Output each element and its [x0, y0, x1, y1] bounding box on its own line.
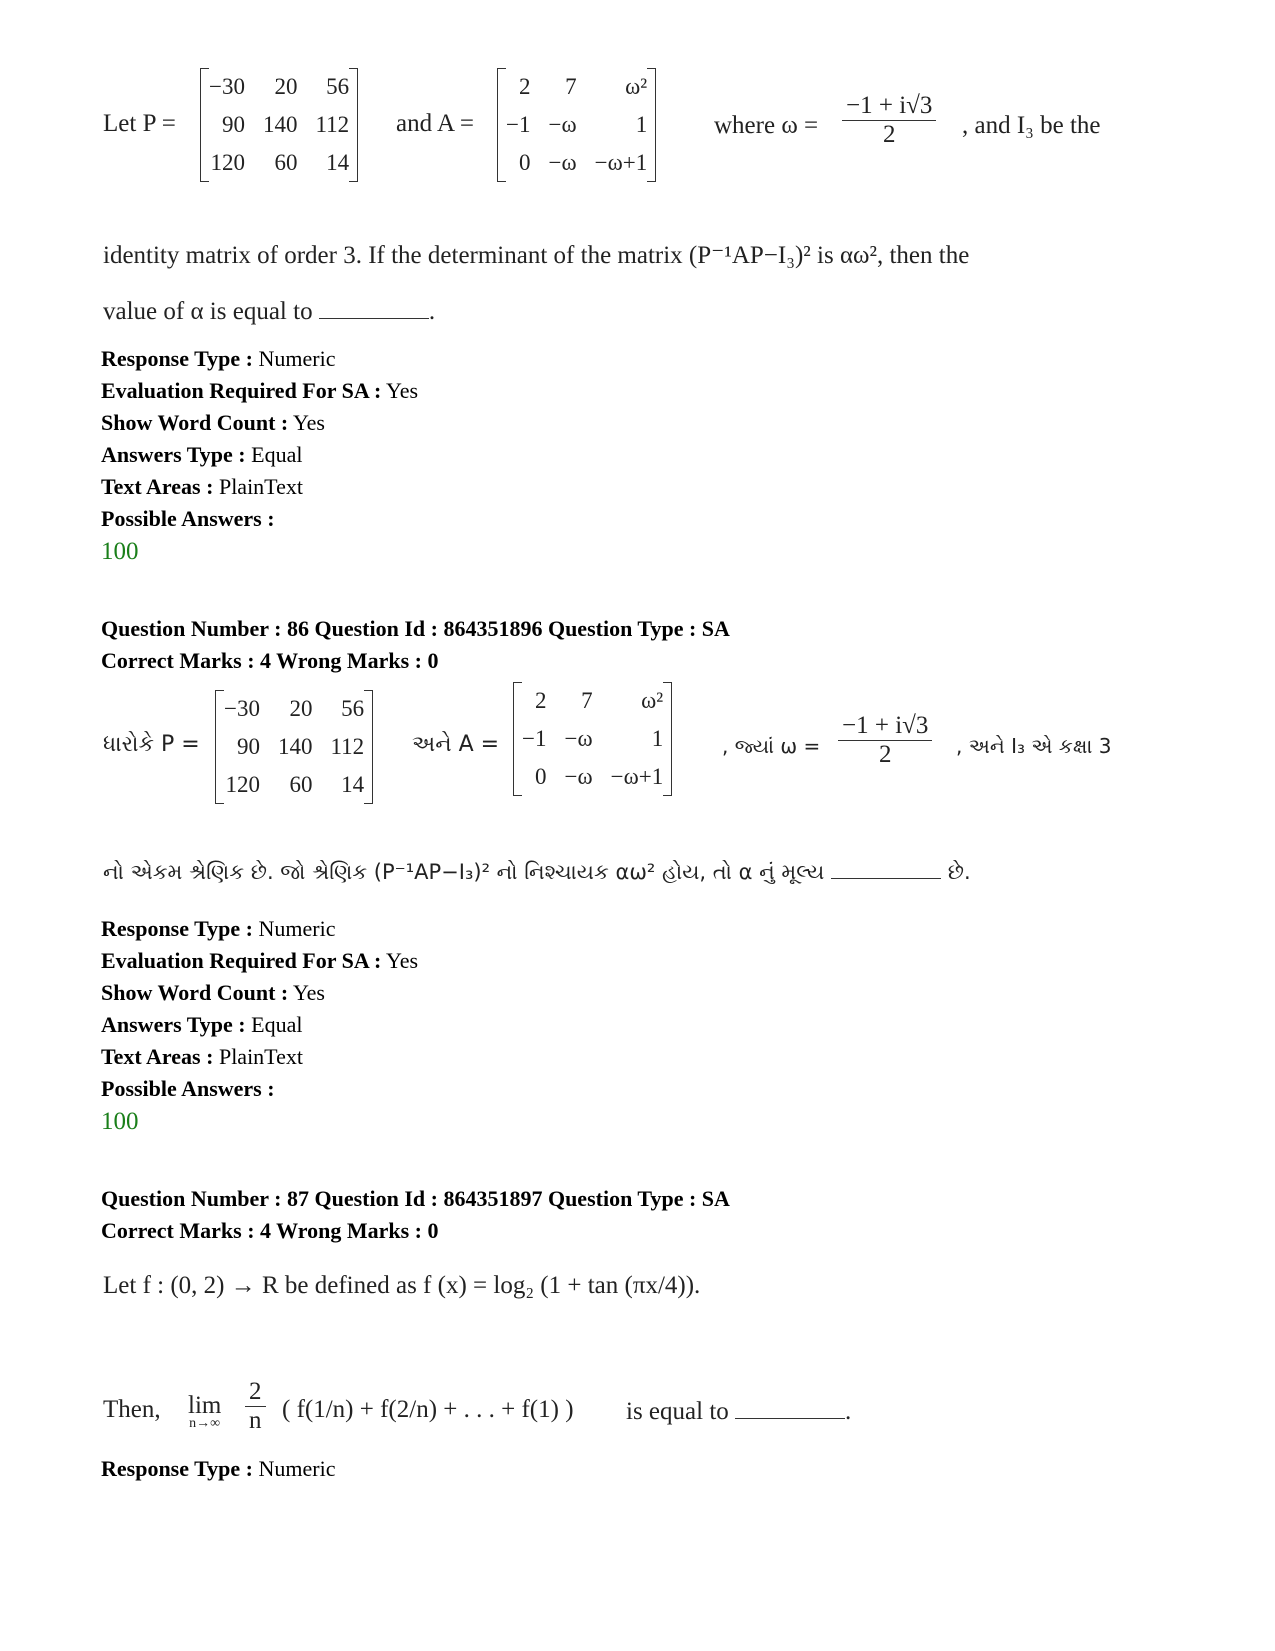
- q86-a-cell-1-1: −ω: [564, 726, 593, 751]
- q86-p-cell-2-1: 60: [289, 772, 313, 797]
- q86-p-cell-1-0: 90: [236, 734, 260, 759]
- answer-blank: [735, 1400, 845, 1419]
- q86-omega-num: −1 + i√3: [838, 712, 932, 741]
- q85-p-cell-1-1: 140: [262, 112, 298, 137]
- q85-a-cell-1-0: −1: [506, 112, 531, 137]
- q86-a-cell-2-0: 0: [534, 764, 547, 789]
- answers-type: Answers Type : Equal: [101, 1012, 303, 1037]
- show-word-count: Show Word Count : Yes: [101, 410, 325, 435]
- q86-where: , જ્યાં ω =: [722, 734, 821, 758]
- text-areas: Text Areas : PlainText: [101, 1044, 303, 1069]
- text-areas: Text Areas : PlainText: [101, 474, 303, 499]
- q86-line2-text: નો એકમ શ્રેણિક છે. જો શ્રેણિક (P⁻¹AP−I₃)² નો નિશ્ચાયક αω² હોય, તો α નું મૂલ્ય: [103, 860, 825, 884]
- q86-let-label: ધારોકે P =: [103, 732, 200, 757]
- q86-p-cell-0-1: 20: [289, 696, 313, 721]
- q87-lim-sub: n→∞: [189, 1416, 221, 1431]
- q85-a-cell-2-0: 0: [518, 150, 531, 175]
- q85-let-label: Let P =: [103, 110, 176, 137]
- q86-p-cell-0-2: 56: [341, 696, 365, 721]
- possible-answer-value: 100: [101, 1108, 139, 1135]
- response-type: Response Type : Numeric: [101, 1456, 336, 1481]
- q85-line2: identity matrix of order 3. If the determinant of the matrix (P⁻¹AP−I₃)² is αω², then the: [103, 242, 970, 269]
- q86-p-cell-2-2: 14: [341, 772, 365, 797]
- q85-and-a: and A =: [396, 110, 474, 137]
- possible-answers-label: Possible Answers :: [101, 506, 275, 531]
- q87-lim: lim: [188, 1392, 222, 1419]
- q87-then: Then,: [103, 1396, 161, 1423]
- q85-a-cell-2-1: −ω: [548, 150, 577, 175]
- q86-p-cell-2-0: 120: [225, 772, 260, 797]
- q85-p-cell-2-2: 14: [326, 150, 350, 175]
- q85-matrix-a: [497, 68, 656, 182]
- q86-p-cell-1-2: 112: [330, 734, 365, 759]
- q85-a-cell-0-2: ω²: [625, 74, 648, 99]
- q85-omega-den: 2: [882, 121, 896, 148]
- q86-matrix-a: [513, 682, 672, 796]
- q85-a-cell-1-2: 1: [635, 112, 648, 137]
- q85-omega-num: −1 + i√3: [842, 92, 936, 121]
- q85-line3-text: value of α is equal to: [103, 298, 313, 325]
- q85-line3-end: .: [428, 298, 436, 325]
- q86-and-a: અને A =: [412, 732, 500, 757]
- answer-blank: [831, 860, 941, 879]
- q87-header: Question Number : 87 Question Id : 864351897 Question Type : SA: [101, 1186, 730, 1211]
- q86-omega-den: 2: [878, 741, 892, 768]
- q86-p-cell-1-1: 140: [277, 734, 313, 759]
- possible-answer-value: 100: [101, 538, 139, 565]
- q85-a-cell-0-0: 2: [518, 74, 531, 99]
- q86-tail: , અને I₃ એ કક્ષા 3: [956, 734, 1112, 758]
- q85-tail: , and I₃ be the: [962, 112, 1101, 139]
- q87-is-equal: is equal to .: [626, 1398, 852, 1425]
- q87-sum: ( f(1/n) + f(2/n) + . . . + f(1) ): [282, 1396, 574, 1423]
- q87-line1: Let f : (0, 2) → R be defined as f (x) = log₂ (1 + tan (πx/4)).: [103, 1272, 701, 1299]
- q85-p-cell-0-1: 20: [274, 74, 298, 99]
- q85-p-cell-2-0: 120: [210, 150, 245, 175]
- q85-line3: [103, 298, 435, 326]
- q87-two-over-n: [245, 1378, 266, 1435]
- answers-type: Answers Type : Equal: [101, 442, 303, 467]
- q87-is-equal-text: is equal to: [626, 1398, 729, 1425]
- q87-limit: [188, 1392, 221, 1432]
- answer-blank: [319, 300, 429, 319]
- q86-marks: Correct Marks : 4 Wrong Marks : 0: [101, 648, 439, 673]
- q85-a-cell-0-1: 7: [565, 74, 577, 99]
- eval-required: Evaluation Required For SA : Yes: [101, 378, 419, 403]
- q85-p-cell-0-2: 56: [326, 74, 350, 99]
- q86-omega-fraction: [838, 712, 932, 769]
- q86-a-cell-0-1: 7: [581, 688, 593, 713]
- response-type: Response Type : Numeric: [101, 346, 336, 371]
- possible-answers-label: Possible Answers :: [101, 1076, 275, 1101]
- q86-a-cell-2-2: −ω+1: [610, 764, 664, 789]
- q86-header: Question Number : 86 Question Id : 864351896 Question Type : SA: [101, 616, 730, 641]
- q86-line2: [103, 860, 971, 885]
- q86-a-cell-2-1: −ω: [564, 764, 593, 789]
- q85-where: where ω =: [714, 112, 819, 139]
- q86-matrix-p: [215, 690, 373, 804]
- q86-a-cell-1-2: 1: [651, 726, 664, 751]
- q85-p-cell-1-0: 90: [221, 112, 245, 137]
- q85-omega-fraction: [842, 92, 936, 149]
- q85-a-cell-2-2: −ω+1: [594, 150, 648, 175]
- q85-matrix-p: [200, 68, 358, 182]
- q85-a-cell-1-1: −ω: [548, 112, 577, 137]
- q87-n: n: [249, 1407, 262, 1434]
- response-type: Response Type : Numeric: [101, 916, 336, 941]
- q86-a-cell-1-0: −1: [522, 726, 547, 751]
- q87-marks: Correct Marks : 4 Wrong Marks : 0: [101, 1218, 439, 1243]
- q85-p-cell-2-1: 60: [274, 150, 298, 175]
- show-word-count: Show Word Count : Yes: [101, 980, 325, 1005]
- q87-two: 2: [245, 1378, 266, 1407]
- q86-line2-end: છે.: [947, 860, 971, 884]
- q85-p-cell-0-0: −30: [209, 74, 245, 99]
- q85-p-cell-1-2: 112: [315, 112, 350, 137]
- q86-a-cell-0-0: 2: [534, 688, 547, 713]
- eval-required: Evaluation Required For SA : Yes: [101, 948, 419, 973]
- q86-a-cell-0-2: ω²: [641, 688, 664, 713]
- q86-p-cell-0-0: −30: [224, 696, 260, 721]
